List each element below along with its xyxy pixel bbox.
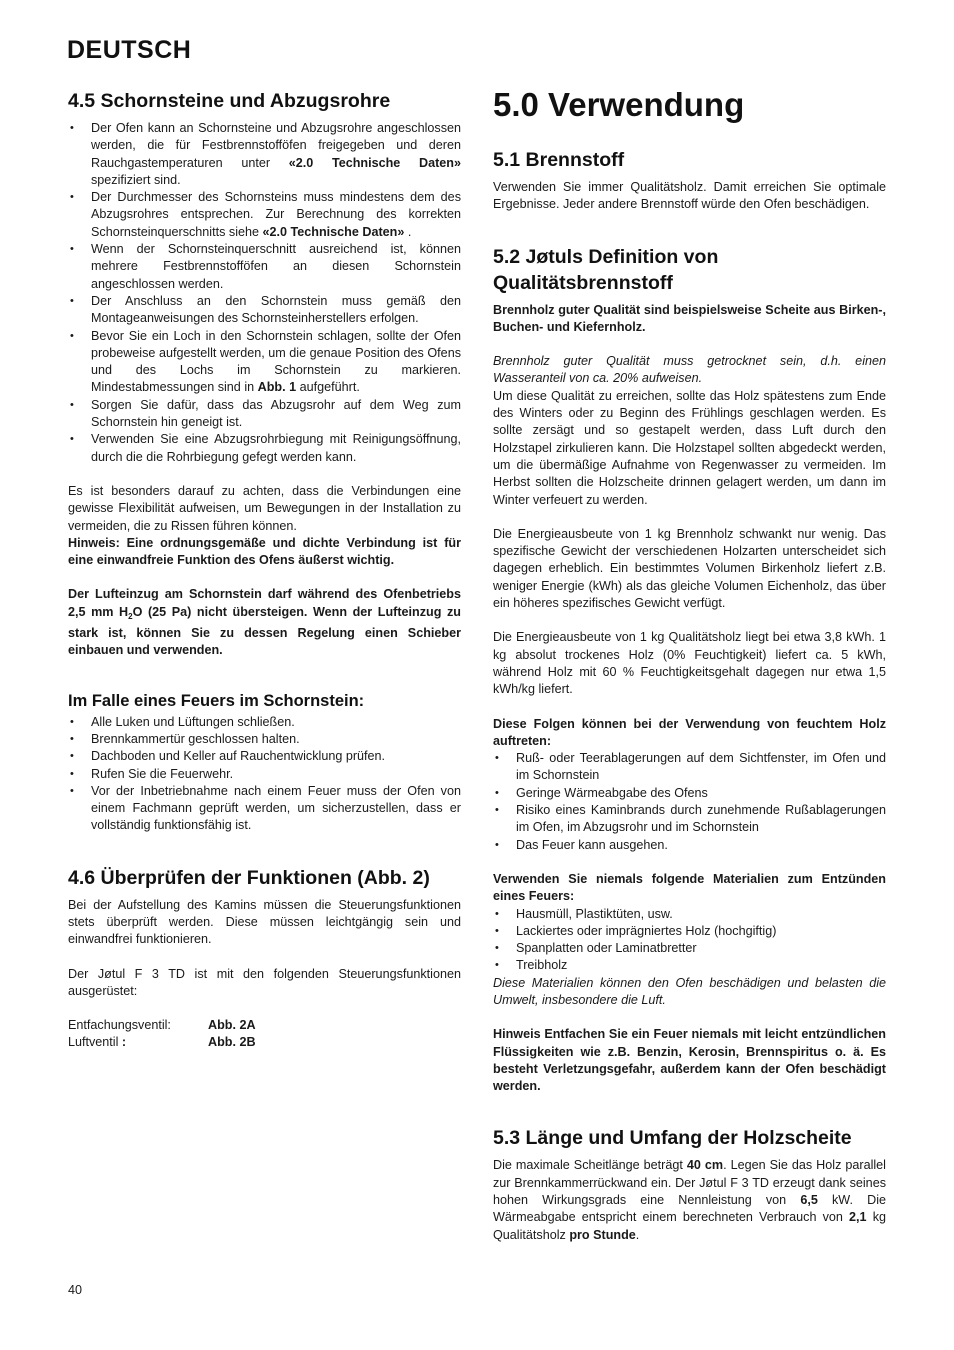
list-item bbox=[68, 328, 461, 397]
text-run: . bbox=[635, 1227, 640, 1242]
list-item: • Vor der Inbetriebnahme nach einem Feuer muss der Ofen von einem Fachmann geprüft werden, um sicherzustellen, dass er vollständig funktionsfähig ist. bbox=[68, 783, 461, 835]
wet-wood-title: Diese Folgen können bei der Verwendung von feuchtem Holz auftreten: bbox=[493, 716, 886, 748]
section-5-3-title: 5.3 Länge und Umfang der Holzscheite bbox=[493, 1127, 852, 1150]
language-header: DEUTSCH bbox=[67, 36, 192, 64]
text-run: . Legen Sie das Holz parallel zur Brennkammerrückwand ein. Der Jøtul F 3 TD erzeugt dank seines hohen Wirkungsgrads eine Nennleistung von bbox=[493, 1158, 886, 1208]
text-run: Verwenden Sie eine Abzugsrohrbiegung mit Reinigungsöffnung, durch die die Rohrbiegung gefegt werden kann. bbox=[91, 432, 461, 464]
setting-label bbox=[68, 1034, 208, 1051]
chimney-bullet-list bbox=[68, 120, 461, 466]
list-item bbox=[68, 189, 461, 241]
list-item bbox=[68, 431, 461, 466]
text-run: Bevor Sie ein Loch in den Schornstein schlagen, sollte der Ofen probeweise aufgestellt werden, um die genaue Position des Ofens und des Lochs im Schornstein zu markieren. Mindestabmessungen sind in bbox=[91, 328, 461, 395]
list-item: • Ruß- oder Teerablagerungen auf dem Sichtfenster, im Ofen und im Schornstein bbox=[493, 750, 886, 785]
energy-yield-paragraph: Die Energieausbeute von 1 kg Brennholz schwankt nur wenig. Das spezifische Gewicht der verschiedenen Holzarten unterscheidet sich dagegen erheblich. Ein bestimmtes Volumen Birkenholz liefert z.B. weniger Energie (kWh) als das gleiche Volumen Eichenholz, das über ein höheres spezifisches Gewicht verfügt. bbox=[493, 526, 886, 611]
list-item: • Das Feuer kann ausgehen. bbox=[493, 837, 886, 854]
wet-wood-list bbox=[493, 750, 886, 854]
chimney-fire-title: Im Falle eines Feuers im Schornstein: bbox=[68, 691, 365, 710]
page-number: 40 bbox=[68, 1283, 83, 1297]
list-item: • Risiko eines Kaminbrands durch zunehmende Rußablagerungen im Ofen, im Abzugsrohr und im Schornstein bbox=[493, 802, 886, 837]
section-4-6-title: 4.6 Überprüfen der Funktionen (Abb. 2) bbox=[68, 866, 430, 889]
bold-text-run: «2.0 Technische Daten» bbox=[262, 224, 405, 239]
draught-paragraph bbox=[68, 586, 461, 659]
setting-label: Entfachungsventil: bbox=[68, 1018, 171, 1033]
quality-wood-paragraph: Brennholz guter Qualität sind beispielsweise Scheite aus Birken-, Buchen- und Kiefernholz. bbox=[493, 302, 886, 334]
log-length-paragraph bbox=[493, 1157, 886, 1243]
flammable-liquids-warning: Hinweis Entfachen Sie ein Feuer niemals mit leicht entzündlichen Flüssigkeiten wie z.B. Benzin, Kerosin, Brennspiritus o. ä. Es besteht Verletzungsgefahr, außerdem kann der Ofen beschädigt werden. bbox=[493, 1027, 886, 1094]
flexibility-paragraph: Es ist besonders darauf zu achten, dass die Verbindungen eine gewisse Flexibilität aufweisen, um Bewegungen in der Installation zu vermeiden, die zu Rissen führen können. bbox=[68, 483, 461, 533]
list-item: • Spanplatten oder Laminatbretter bbox=[493, 940, 886, 957]
text-run: aufgeführt. bbox=[296, 380, 360, 395]
setting-value: Abb. 2B bbox=[208, 1035, 256, 1050]
list-item: • Brennkammertür geschlossen halten. bbox=[68, 731, 461, 748]
energy-values-paragraph: Die Energieausbeute von 1 kg Qualitätsholz liegt bei etwa 3,8 kWh. 1 kg absolut trockenes Holz (0% Feuchtigkeit) liefert ca. 5 kWh, während Holz mit 60 % Feuchtigkeitsgehalt dagegen nur etwa 1,5 kWh/kg liefert. bbox=[493, 630, 886, 697]
list-item bbox=[68, 241, 461, 293]
text-run: kW. Die Wärmeabgabe entspricht einem berechneten Verbrauch von bbox=[493, 1193, 886, 1225]
text-run: Der Durchmesser des Schornsteins muss mindestens dem des Abzugsrohres entsprechen. Zur Berechnung des korrekten Schornsteinquerschnitts siehe bbox=[91, 190, 461, 239]
list-item: • Dachboden und Keller auf Rauchentwicklung prüfen. bbox=[68, 748, 461, 765]
text-run: spezifiziert sind. bbox=[91, 172, 181, 187]
setting-row-ignition-valve bbox=[68, 1017, 461, 1034]
right-column bbox=[493, 85, 886, 1244]
bold-text-run: 40 cm bbox=[686, 1158, 724, 1173]
bold-text-run: pro Stunde bbox=[569, 1227, 636, 1242]
text-run: Der Anschluss an den Schornstein muss gemäß den Montageanweisungen des Schornsteinherstellers erfolgen. bbox=[91, 293, 461, 326]
text-run: Sorgen Sie dafür, dass das Abzugsrohr auf dem Weg zum Schornstein hin geneigt ist. bbox=[91, 397, 461, 430]
list-item bbox=[68, 293, 461, 328]
bold-text-run: 2,1 bbox=[849, 1210, 867, 1225]
text-run: Der Ofen kann an Schornsteine und Abzugsrohre angeschlossen werden, die für Festbrennstofföfen freigegeben und deren Rauchgastemperaturen unter bbox=[91, 121, 461, 170]
dry-wood-paragraph: Brennholz guter Qualität muss getrocknet sein, d.h. einen Wasseranteil von ca. 20% aufweisen. bbox=[493, 354, 886, 386]
fuel-paragraph: Verwenden Sie immer Qualitätsholz. Damit erreichen Sie optimale Ergebnisse. Jeder andere Brennstoff würde den Ofen beschädigen. bbox=[493, 180, 886, 212]
list-item: • Lackiertes oder imprägniertes Holz (hochgiftig) bbox=[493, 923, 886, 940]
list-item bbox=[68, 120, 461, 189]
wood-storage-paragraph: Um diese Qualität zu erreichen, sollte das Holz spätestens zum Ende des Winters oder zu Beginn des Frühlings geschlagen werden. Es sollte zersägt und so gestapelt werden, dass Luft durch den Holzstapel zirkulieren kann. Die Holzstapel sollten abgedeckt werden, um die übermäßige Aufnahme von Regenwasser zu vermeiden. Im Herbst sollten die Holzscheite drinnen gelagert werden, um dann im Winter verfeuert zu werden. bbox=[493, 388, 886, 507]
setting-label-colon: : bbox=[121, 1035, 127, 1050]
text-run: Wenn der Schornsteinquerschnitt ausreichend ist, können mehrere Festbrennstofföfen an diesen Schornstein angeschlossen werden. bbox=[91, 242, 461, 291]
controls-paragraph: Bei der Aufstellung des Kamins müssen die Steuerungsfunktionen stets überprüft werden. Diese müssen leichtgängig sein und einwandfrei funktionieren. bbox=[68, 897, 461, 947]
section-5-1-title: 5.1 Brennstoff bbox=[493, 149, 625, 171]
bold-text-run: Abb. 1 bbox=[257, 380, 297, 395]
forbidden-materials-title: Verwenden Sie niemals folgende Materialien zum Entzünden eines Feuers: bbox=[493, 871, 886, 904]
bold-text-run: «2.0 Technische Daten» bbox=[288, 155, 461, 170]
section-5-2-title: 5.2 Jøtuls Definition von Qualitätsbrennstoff bbox=[493, 245, 719, 294]
text-run: Die maximale Scheitlänge beträgt bbox=[493, 1158, 687, 1173]
controls-equipped-paragraph: Der Jøtul F 3 TD ist mit den folgenden Steuerungsfunktionen ausgerüstet: bbox=[68, 966, 461, 998]
list-item bbox=[68, 397, 461, 432]
list-item: • Rufen Sie die Feuerwehr. bbox=[68, 766, 461, 783]
chimney-fire-list bbox=[68, 714, 461, 835]
draught-text-a: Der Lufteinzug am Schornstein darf während des Ofenbetriebs 2,5 mm H bbox=[68, 587, 461, 619]
section-4-5-title: 4.5 Schornsteine und Abzugsrohre bbox=[68, 90, 391, 112]
connection-note: Hinweis: Eine ordnungsgemäße und dichte Verbindung ist für eine einwandfreie Funktion des Ofens äußerst wichtig. bbox=[68, 535, 461, 568]
list-item: • Geringe Wärmeabgabe des Ofens bbox=[493, 785, 886, 802]
bold-text-run: 6,5 bbox=[800, 1193, 818, 1208]
section-5-0-title: 5.0 Verwendung bbox=[493, 86, 745, 123]
forbidden-materials-list bbox=[493, 906, 886, 975]
draught-subscript: 2 bbox=[128, 611, 133, 621]
list-item: • Hausmüll, Plastiktüten, usw. bbox=[493, 906, 886, 923]
list-item: • Treibholz bbox=[493, 957, 886, 974]
setting-row-air-valve bbox=[68, 1034, 461, 1051]
draught-text-b: O (25 Pa) nicht übersteigen. Wenn der Lufteinzug zu stark ist, können Sie zu dessen Regelung einen Schieber einbauen und verwenden. bbox=[68, 604, 461, 658]
text-run: . bbox=[404, 224, 412, 239]
forbidden-materials-note: Diese Materialien können den Ofen beschädigen und belasten die Umwelt, insbesondere die Luft. bbox=[493, 975, 886, 1007]
left-column bbox=[68, 88, 461, 1052]
setting-value: Abb. 2A bbox=[208, 1018, 256, 1033]
setting-label-text: Luftventil bbox=[68, 1035, 122, 1050]
list-item: • Alle Luken und Lüftungen schließen. bbox=[68, 714, 461, 731]
text-run: kg Qualitätsholz bbox=[493, 1210, 886, 1242]
